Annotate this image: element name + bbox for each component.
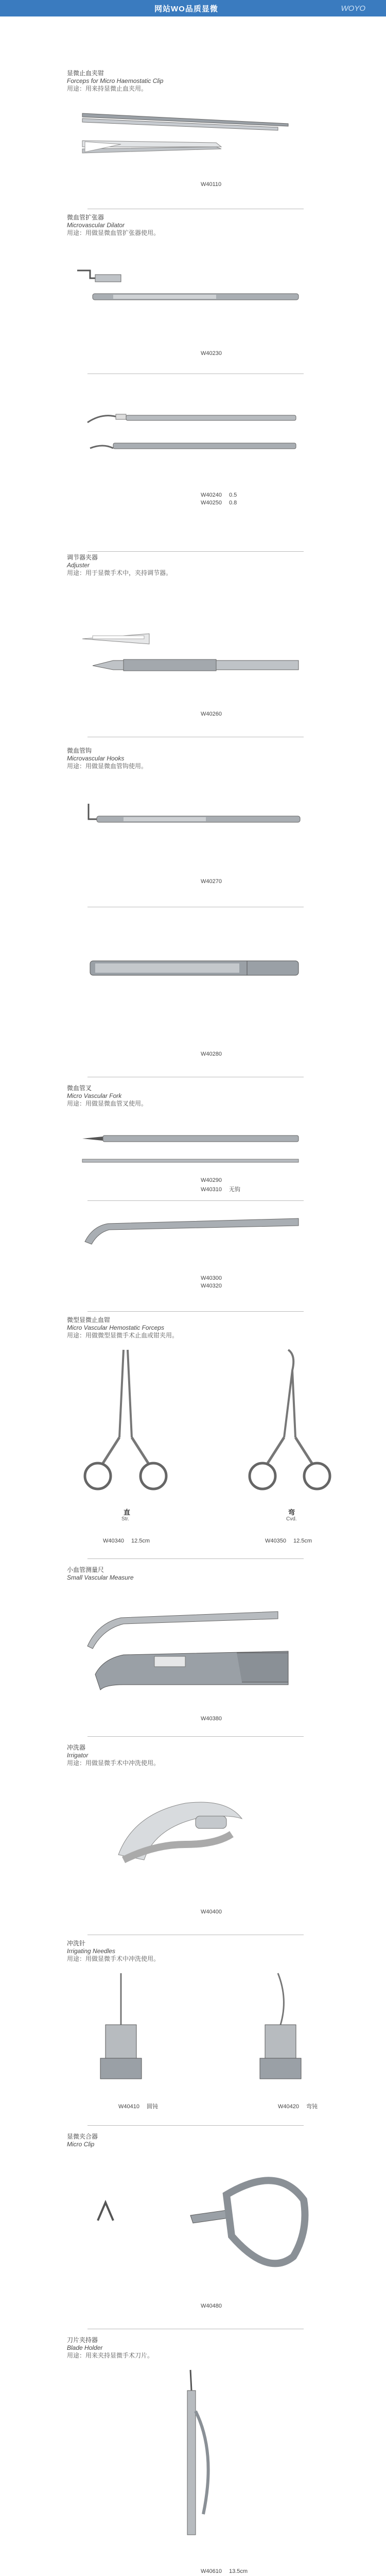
title-en: Small Vascular Measure xyxy=(67,1574,134,1581)
item-code: W40480 xyxy=(201,2303,222,2309)
section-divider xyxy=(87,1200,304,1201)
label-curved: 弯 xyxy=(288,1509,295,1516)
item-code: W40300 xyxy=(201,1275,222,1281)
title-use: 用途：用来持显微止血夹用。 xyxy=(67,85,148,92)
title-en: Adjuster xyxy=(67,562,90,569)
section-title-blade-holder xyxy=(67,2336,153,2360)
section-title-measure xyxy=(67,1566,134,1582)
title-en: Forceps for Micro Haemostatic Clip xyxy=(67,77,164,84)
section-divider xyxy=(87,2125,304,2126)
title-cn: 显微夹合器 xyxy=(67,2133,98,2140)
item-size-b: 12.5cm xyxy=(293,1538,312,1544)
section-title-dilator xyxy=(67,214,160,237)
micro-clip-image xyxy=(0,2154,386,2298)
title-cn: 刀片夹持器 xyxy=(67,2336,98,2344)
item-code-a: W40340 xyxy=(103,1538,124,1544)
section-divider xyxy=(87,551,304,552)
section-title-forceps-clip xyxy=(67,70,163,93)
fork-image xyxy=(0,1108,386,1175)
item-code: W40380 xyxy=(201,1716,222,1722)
item-code-a: W40290 xyxy=(201,1177,222,1183)
item-code: W40260 xyxy=(201,711,222,717)
item-note-b: 无钩 xyxy=(229,1187,240,1193)
item-code xyxy=(103,1538,150,1544)
title-use: 用途：用做显微手术中冲洗使用。 xyxy=(67,1955,160,1962)
blade-holder-image xyxy=(0,2360,386,2555)
title-use: 用途：用做微型显微手术止血或钳夹用。 xyxy=(67,1332,179,1339)
title-en: Irrigator xyxy=(67,1752,89,1759)
item-code xyxy=(201,500,237,506)
dilator-image xyxy=(0,240,386,322)
label-straight: 直 xyxy=(124,1509,131,1516)
title-use: 用途：用做显微血管钩使用。 xyxy=(67,762,148,770)
item-code xyxy=(118,2102,158,2110)
title-cn: 微血管叉 xyxy=(67,1084,92,1092)
hemostatic-forceps-image xyxy=(0,1340,386,1510)
item-code xyxy=(265,1538,312,1544)
item-code xyxy=(201,492,237,498)
hook-handle-image xyxy=(0,912,386,1025)
brand-title: 网站WO品质显微 xyxy=(154,4,218,13)
item-code: W40280 xyxy=(201,1051,222,1057)
item-code-b: W40350 xyxy=(265,1538,286,1544)
title-cn: 冲洗针 xyxy=(67,1940,86,1947)
item-code: W40400 xyxy=(201,1909,222,1915)
title-use: 用途：用做显微血管叉使用。 xyxy=(67,1100,148,1107)
label-curved-en: Cvd. xyxy=(286,1516,297,1522)
item-code-b: W40250 xyxy=(201,500,222,506)
title-en: Micro Vascular Hemostatic Forceps xyxy=(67,1324,164,1331)
measure-image xyxy=(0,1587,386,1705)
section-title-hemostatic xyxy=(67,1316,178,1340)
item-code-a: W40610 xyxy=(201,2568,222,2574)
section-title-hooks xyxy=(67,747,147,770)
section-title-irrigator xyxy=(67,1744,160,1767)
title-en: Microvascular Hooks xyxy=(67,755,125,762)
item-code: W40110 xyxy=(201,181,222,188)
section-divider xyxy=(87,1736,304,1737)
title-use: 用途：用于显微手术中，夹持调节器。 xyxy=(67,569,172,577)
item-code: W40270 xyxy=(201,878,222,885)
page-header xyxy=(0,0,386,16)
title-en: Blade Holder xyxy=(67,2344,103,2351)
item-code xyxy=(201,1177,222,1183)
section-divider xyxy=(87,1311,304,1312)
title-en: Micro Clip xyxy=(67,2141,95,2148)
item-code xyxy=(278,2102,318,2110)
title-cn: 微血管扩张器 xyxy=(67,214,104,221)
item-size-b: 0.8 xyxy=(229,500,237,506)
item-code-b: W40420 xyxy=(278,2104,299,2110)
forceps-clip-image xyxy=(0,95,386,167)
title-cn: 冲洗器 xyxy=(67,1744,86,1751)
fork-curved-image xyxy=(0,1203,386,1275)
section-title-adjuster xyxy=(67,554,172,577)
title-en: Irrigating Needles xyxy=(67,1947,116,1955)
item-code: W40320 xyxy=(201,1283,222,1289)
item-code xyxy=(201,2568,248,2574)
brand-logo: WOYO xyxy=(341,4,365,13)
hooks-image xyxy=(0,773,386,860)
title-cn: 微型显微止血钳 xyxy=(67,1316,111,1324)
irrigator-image xyxy=(0,1767,386,1901)
item-code xyxy=(201,1185,240,1193)
item-size-a: 12.5cm xyxy=(131,1538,150,1544)
section-title-micro-clip xyxy=(67,2133,98,2148)
title-cn: 微血管钩 xyxy=(67,747,92,754)
item-code-a: W40240 xyxy=(201,492,222,498)
title-cn: 调节器夹器 xyxy=(67,554,98,561)
item-size-a: 13.5cm xyxy=(229,2568,248,2574)
title-en: Microvascular Dilator xyxy=(67,222,125,229)
title-use: 用途：用做显微血管扩张器使用。 xyxy=(67,229,160,236)
item-note-b: 弯钝 xyxy=(306,2104,318,2110)
section-title-needles xyxy=(67,1940,160,1963)
label-straight-en: Str. xyxy=(121,1516,130,1522)
section-title-fork xyxy=(67,1084,147,1108)
section-divider xyxy=(87,1558,304,1559)
title-cn: 小血管测量尺 xyxy=(67,1566,104,1573)
item-code-b: W40310 xyxy=(201,1187,222,1193)
item-code: W40230 xyxy=(201,350,222,357)
title-use: 用途：用来夹持显微手术刀片。 xyxy=(67,2352,154,2359)
title-cn: 显微止血夹钳 xyxy=(67,70,104,77)
item-note-a: 圆钝 xyxy=(146,2104,158,2110)
needles-image xyxy=(0,1963,386,2092)
dilator-variants-image xyxy=(0,371,386,489)
title-use: 用途：用做显微手术中冲洗使用。 xyxy=(67,1759,160,1767)
title-en: Micro Vascular Fork xyxy=(67,1092,122,1099)
adjuster-image xyxy=(0,582,386,685)
item-size-a: 0.5 xyxy=(229,492,237,498)
item-code-a: W40410 xyxy=(118,2104,139,2110)
